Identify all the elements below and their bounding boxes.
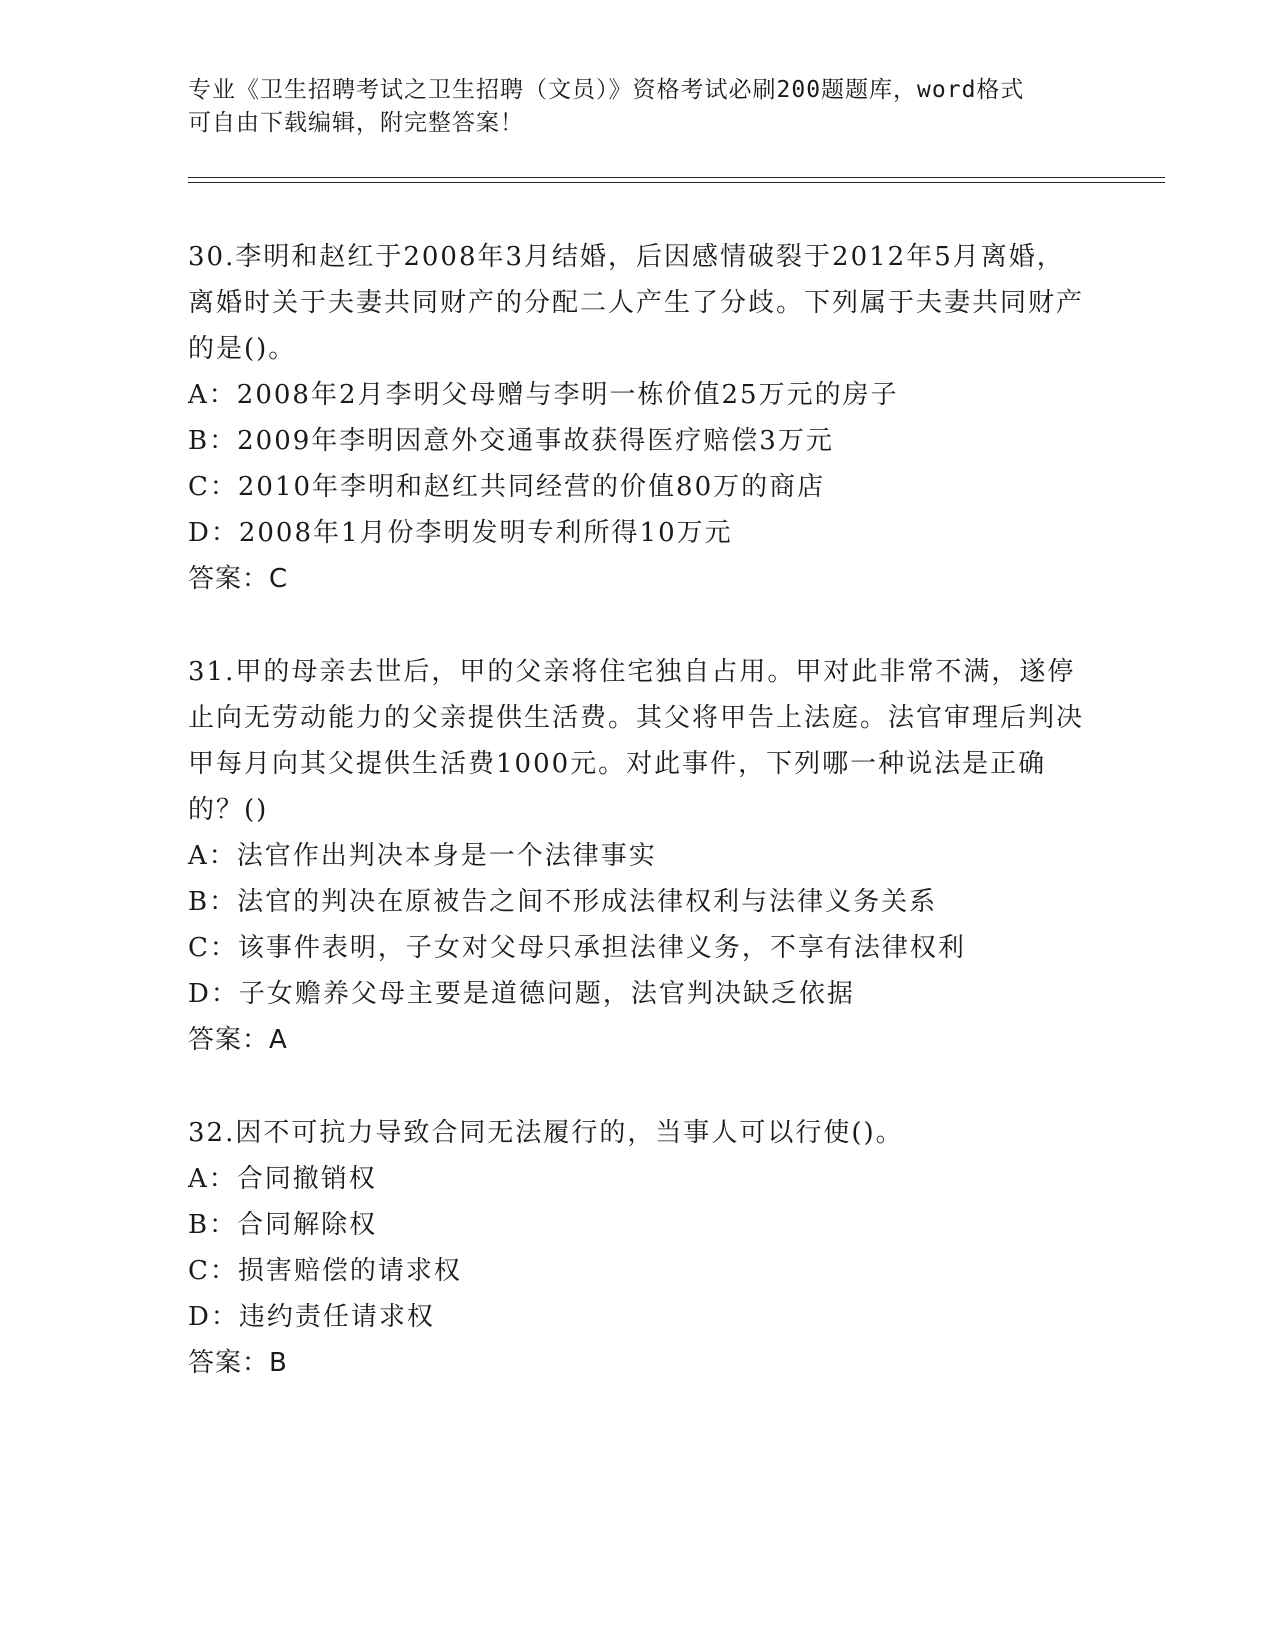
option-d: D：违约责任请求权 [188, 1302, 435, 1332]
option-a: A：合同撤销权 [188, 1164, 377, 1194]
option-b: B：合同解除权 [188, 1210, 378, 1240]
option-a: A：法官作出判决本身是一个法律事实 [188, 841, 657, 871]
question-31 [188, 649, 1088, 1063]
answer: 答案：C [188, 564, 289, 594]
option-b: B：2009年李明因意外交通事故获得医疗赔偿3万元 [188, 426, 834, 456]
question-32 [188, 1110, 1088, 1386]
option-d: D：2008年1月份李明发明专利所得10万元 [188, 518, 733, 548]
option-c: C：损害赔偿的请求权 [188, 1256, 462, 1286]
answer: 答案：A [188, 1025, 288, 1055]
question-30 [188, 234, 1088, 602]
question-stem: 31.甲的母亲去世后，甲的父亲将住宅独自占用。甲对此非常不满，遂停止向无劳动能力的父亲提供生活费。其父将甲告上法庭。法官审理后判决甲每月向其父提供生活费1000元。对此事件，下列哪一种说法是正确的？() [188, 657, 1085, 825]
question-stem: 32.因不可抗力导致合同无法履行的，当事人可以行使()。 [188, 1118, 904, 1148]
option-d: D：子女赡养父母主要是道德问题，法官判决缺乏依据 [188, 979, 855, 1009]
option-a: A：2008年2月李明父母赠与李明一栋价值25万元的房子 [188, 380, 899, 410]
document-header [188, 74, 1088, 140]
option-c: C：该事件表明，子女对父母只承担法律义务，不享有法律权利 [188, 933, 966, 963]
header-divider [188, 177, 1165, 183]
answer: 答案：B [188, 1348, 288, 1378]
option-b: B：法官的判决在原被告之间不形成法律权利与法律义务关系 [188, 887, 938, 917]
option-c: C：2010年李明和赵红共同经营的价值80万的商店 [188, 472, 826, 502]
header-line-1: 专业《卫生招聘考试之卫生招聘（文员）》资格考试必刷200题题库，word格式 [188, 77, 1025, 103]
header-line-2: 可自由下载编辑，附完整答案！ [188, 110, 524, 136]
question-stem: 30.李明和赵红于2008年3月结婚，后因感情破裂于2012年5月离婚，离婚时关于夫妻共同财产的分配二人产生了分歧。下列属于夫妻共同财产的是()。 [188, 242, 1085, 364]
